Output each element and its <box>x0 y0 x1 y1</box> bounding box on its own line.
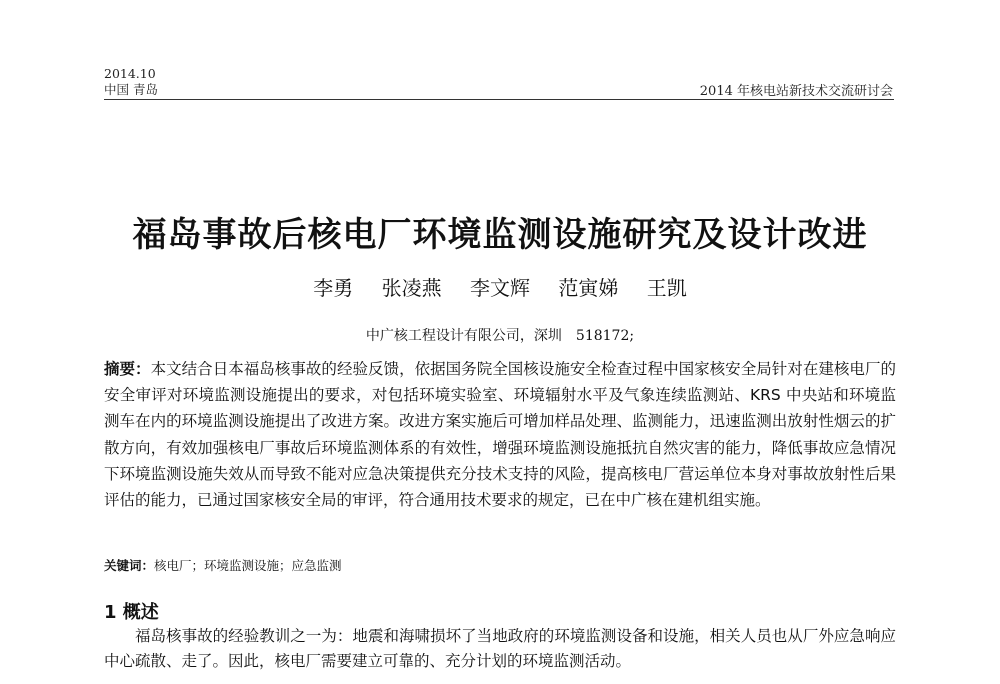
header-conference: 2014 年核电站新技术交流研讨会 <box>699 84 893 99</box>
abstract <box>104 356 896 513</box>
header-date-location <box>104 66 158 98</box>
affiliation: 中广核工程设计有限公司，深圳 518172; <box>365 328 635 344</box>
abstract-text: 本文结合日本福岛核事故的经验反馈，依据国务院全国核设施安全检查过程中国家核安全局针对在建核电厂的安全审评对环境监测设施提出的要求，对包括环境实验室、环境辐射水平及气象连续监测站、KRS 中央站和环境监测车在内的环境监测设施提出了改进方案。改进方案实施后可增加样品处理、监测能力，迅速监测出放射性烟云的扩散方向，有效加强核电厂事故后环境监测体系的有效性，增强环境监测设施抵抗自然灾害的能力，降低事故应急情况下环境监测设施失效从而导致不能对应急决策提供充分技术支持的风险，提高核电厂营运单位本身对事故放射性后果评估的能力，已通过国家核安全局的审评，符合通用技术要求的规定，已在中广核在建机组实施。 <box>104 360 896 510</box>
author-name: 范寅娣 <box>558 276 619 300</box>
keywords-text: 核电厂；环境监测设施；应急监测 <box>154 558 342 573</box>
section-heading: 1 概述 <box>104 602 159 623</box>
abstract-label: 摘要： <box>104 360 151 378</box>
author-name: 张凌燕 <box>381 276 442 300</box>
author-name: 李文辉 <box>470 276 530 300</box>
keywords <box>104 556 342 574</box>
section-paragraph: 福岛核事故的经验教训之一为：地震和海啸损坏了当地政府的环境监测设备和设施，相关人员也从厂外应急响应中心疏散、走了。因此，核电厂需要建立可靠的、充分计划的环境监测活动。 <box>104 627 896 670</box>
keywords-label: 关键词： <box>104 558 155 573</box>
author-name: 王凯 <box>646 276 687 300</box>
header-divider <box>104 99 894 100</box>
paper-title: 福岛事故后核电厂环境监测设施研究及设计改进 <box>132 215 868 255</box>
header-date: 2014.10 <box>104 66 156 81</box>
author-name: 李勇 <box>313 276 354 300</box>
header-location: 中国 青岛 <box>104 82 158 97</box>
author-list <box>0 272 1000 301</box>
